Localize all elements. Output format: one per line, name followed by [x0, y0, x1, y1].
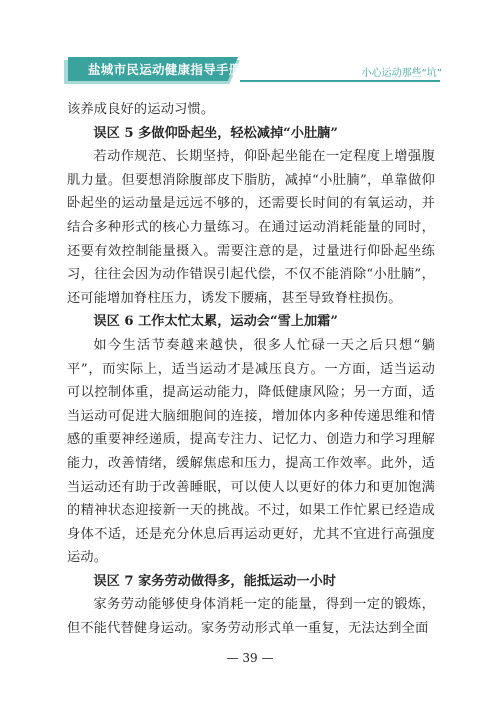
heading-myth-7: 误区 7 家务劳动做得多，能抵运动一小时: [93, 573, 336, 589]
page-number: — 39 —: [226, 651, 274, 665]
page-body: [67, 98, 435, 641]
page-header: [0, 0, 500, 95]
heading-myth-6: 误区 6 工作太忙太累，运动会“雪上加霜”: [93, 314, 338, 330]
heading-myth-5: 误区 5 多做仰卧起坐，轻松减掉“小肚腩”: [93, 125, 338, 141]
paragraph-myth-5: 若动作规范、长期坚持，仰卧起坐能在一定程度上增强腹肌力量。但要想消除腹部皮下脂肪，减掉“小肚腩”，单靠做仰卧起坐的运动量是远远不够的，还需要长时间的有氧运动，并结合多种形式的核心力量练习。在通过运动消耗能量的同时，还要有效控制能量摄入。需要注意的是，过量进行仰卧起坐练习，往往会因为动作错误引起代偿，不仅不能消除“小肚腩”，还可能增加脊柱压力，诱发下腰痛，甚至导致脊柱损伤。: [67, 149, 435, 306]
paragraph-myth-6: 如今生活节奏越来越快，很多人忙碌一天之后只想“躺平”，而实际上，适当运动才是减压良方。一方面，适当运动可以控制体重，提高运动能力，降低健康风险；另一方面，适当运动可促进大脑细胞间的连接，增加体内多种传递思维和情感的重要神经递质，提高专注力、记忆力、创造力和学习理解能力，改善情绪，缓解焦虑和压力，提高工作效率。此外，适当运动还有助于改善睡眠，可以使人以更好的体力和更加饱满的精神状态迎接新一天的挑战。不过，如果工作忙累已经造成身体不适，还是充分休息后再运动更好，尤其不宜进行高强度运动。: [67, 337, 435, 566]
paragraph-continued: 该养成良好的运动习惯。: [67, 102, 215, 117]
header-rule: [240, 80, 440, 82]
handbook-title: 盐城市民运动健康指导手册: [88, 62, 242, 77]
paragraph-myth-7: 家务劳动能够使身体消耗一定的能量，得到一定的锻炼，但不能代替健身运动。家务劳动形式单一重复，无法达到全面: [67, 597, 435, 637]
section-title: 小心运动那些“坑”: [361, 68, 442, 79]
